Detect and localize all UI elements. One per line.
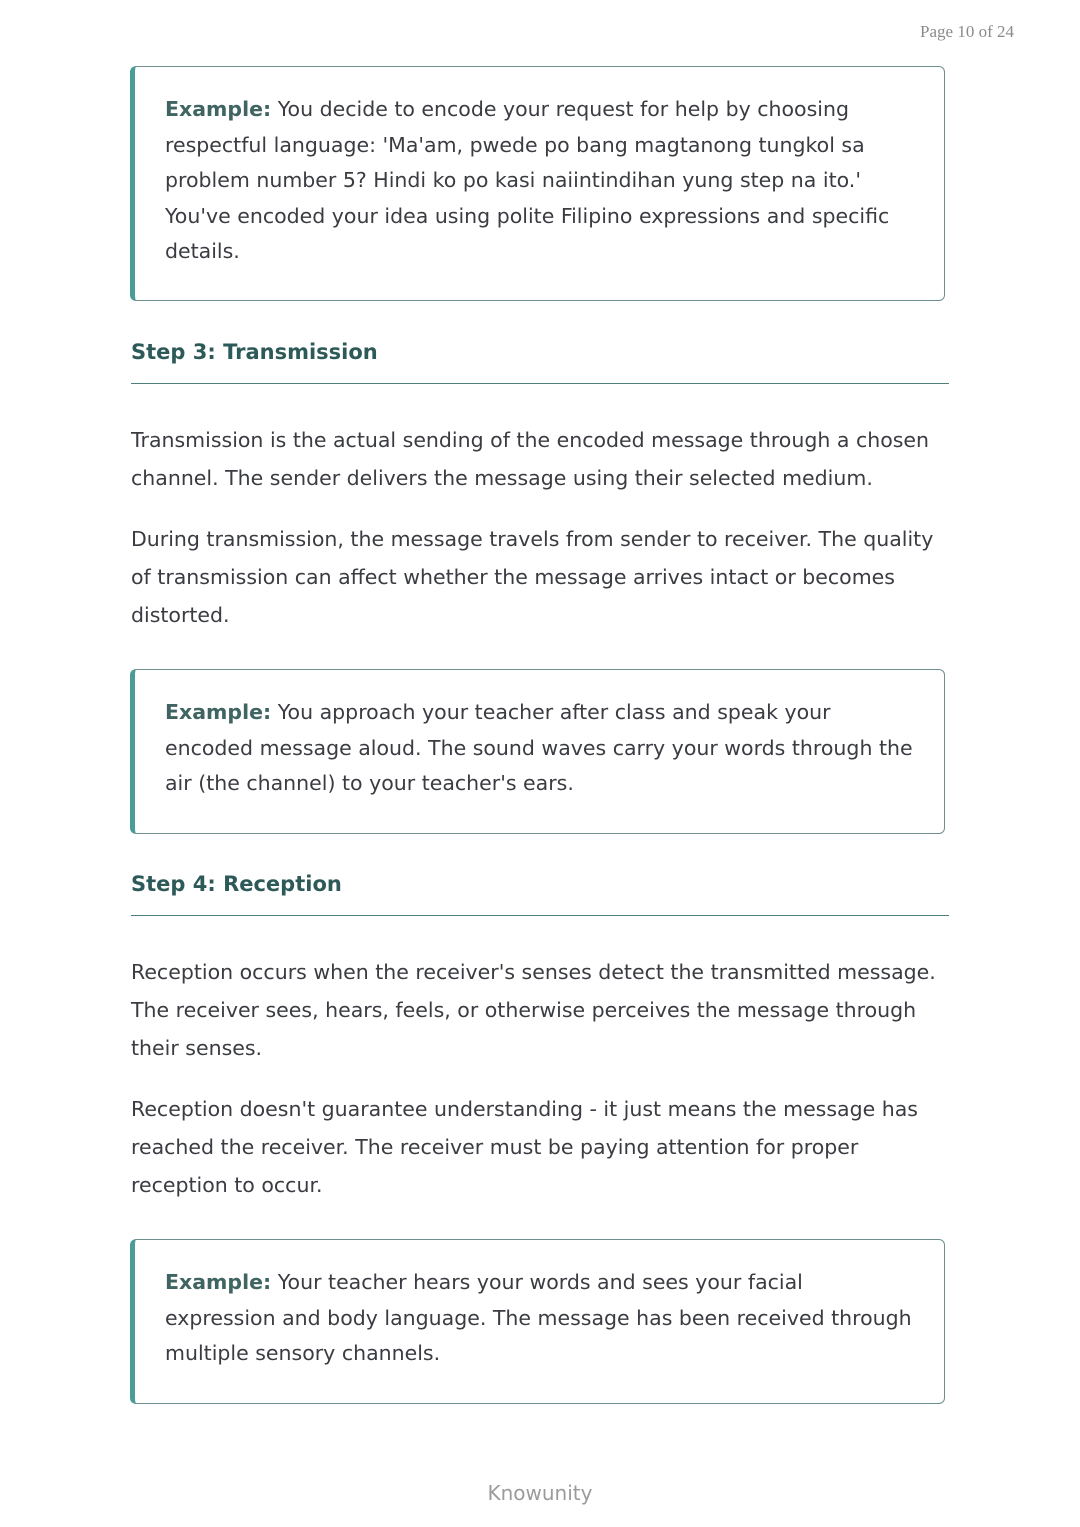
example-text: You decide to encode your request for help by choosing respectful language: 'Ma'am, pwede po bang magtanong tungkol sa problem number 5? Hindi ko po kasi naiintindihan yung step na ito.' You've encoded your idea using polite Filipino expressions and specific details. bbox=[165, 97, 890, 263]
heading-divider bbox=[131, 383, 949, 384]
transmission-paragraph-2: During transmission, the message travels from sender to receiver. The quality of transmission can affect whether the message arrives intact or becomes distorted. bbox=[131, 527, 934, 627]
example-box-encoding bbox=[130, 66, 945, 301]
example-box-reception bbox=[130, 1239, 945, 1404]
example-label: Example: bbox=[165, 1270, 272, 1294]
page-indicator: Page 10 of 24 bbox=[920, 22, 1014, 41]
example-label: Example: bbox=[165, 97, 272, 121]
transmission-paragraph-1: Transmission is the actual sending of the encoded message through a chosen channel. The sender delivers the message using their selected medium. bbox=[131, 428, 930, 490]
example-text: You approach your teacher after class and speak your encoded message aloud. The sound waves carry your words through the air (the channel) to your teacher's ears. bbox=[165, 700, 913, 795]
reception-paragraph-1: Reception occurs when the receiver's senses detect the transmitted message. The receiver sees, hears, feels, or otherwise perceives the message through their senses. bbox=[131, 960, 936, 1060]
step-3-heading: Step 3: Transmission bbox=[131, 340, 378, 364]
example-label: Example: bbox=[165, 700, 272, 724]
reception-paragraph-2: Reception doesn't guarantee understanding - it just means the message has reached the receiver. The receiver must be paying attention for proper reception to occur. bbox=[131, 1097, 918, 1197]
heading-divider bbox=[131, 915, 949, 916]
example-text: Your teacher hears your words and sees your facial expression and body language. The message has been received through multiple sensory channels. bbox=[165, 1270, 912, 1365]
step-4-heading: Step 4: Reception bbox=[131, 872, 342, 896]
footer-brand: Knowunity bbox=[487, 1481, 593, 1505]
example-box-transmission bbox=[130, 669, 945, 834]
